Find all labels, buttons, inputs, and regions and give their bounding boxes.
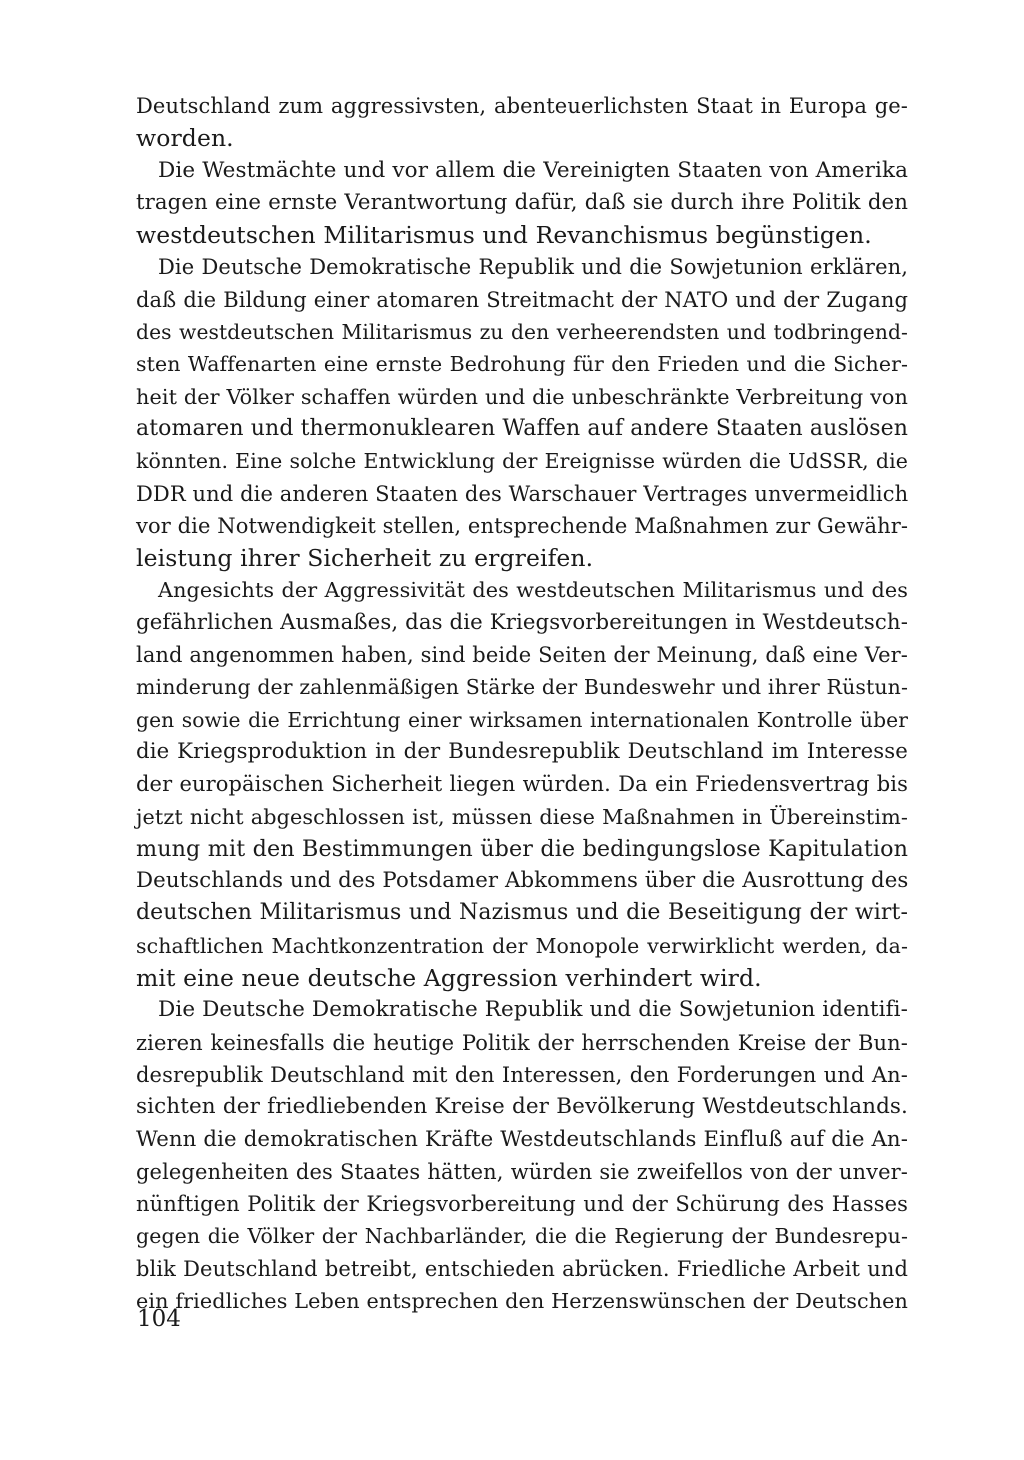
text-line: sichten der friedliebenden Kreise der Bevölkerung Westdeutschlands.	[136, 1094, 908, 1120]
text-line: könnten. Eine solche Entwicklung der Ereignisse würden die UdSSR, die	[136, 449, 908, 474]
text-line: desrepublik Deutschland mit den Interessen, den Forderungen und An-	[136, 1062, 908, 1087]
text-line: sten Waffenarten eine ernste Bedrohung für den Frieden und die Sicher-	[136, 352, 908, 377]
page-number: 104	[137, 1306, 181, 1332]
text-line: worden.	[136, 124, 234, 153]
text-line: daß die Bildung einer atomaren Streitmacht der NATO und der Zugang	[136, 287, 908, 312]
text-line: deutschen Militarismus und Nazismus und die Beseitigung der wirt-	[136, 900, 908, 926]
text-line: mung mit den Bestimmungen über die bedingungslose Kapitulation	[136, 835, 908, 862]
text-line: jetzt nicht abgeschlossen ist, müssen diese Maßnahmen in Übereinstim-	[136, 804, 908, 829]
text-line: des westdeutschen Militarismus zu den verheerendsten und todbringend-	[136, 320, 908, 345]
text-line: nünftigen Politik der Kriegsvorbereitung und der Schürung des Hasses	[136, 1192, 908, 1217]
text-line: minderung der zahlenmäßigen Stärke der Bundeswehr und ihrer Rüstun-	[136, 675, 908, 700]
text-line: gegen die Völker der Nachbarländer, die die Regierung der Bundesrepu-	[136, 1224, 908, 1249]
text-line: gen sowie die Errichtung einer wirksamen internationalen Kontrolle über	[136, 707, 908, 732]
text-line: Die Deutsche Demokratische Republik und die Sowjetunion erklären,	[158, 255, 908, 280]
text-line: atomaren und thermonuklearen Waffen auf andere Staaten auslösen	[136, 415, 908, 441]
text-line: Die Deutsche Demokratische Republik und die Sowjetunion identifi-	[158, 997, 909, 1023]
text-line: die Kriegsproduktion in der Bundesrepublik Deutschland im Interesse	[136, 738, 908, 764]
text-line: vor die Notwendigkeit stellen, entsprechende Maßnahmen zur Gewähr-	[136, 513, 909, 538]
text-line: ein friedliches Leben entsprechen den Herzenswünschen der Deutschen	[136, 1288, 908, 1313]
text-line: gelegenheiten des Staates hätten, würden sie zweifellos von der unver-	[136, 1159, 908, 1184]
text-line: Die Westmächte und vor allem die Vereinigten Staaten von Amerika	[158, 157, 908, 183]
text-line: zieren keinesfalls die heutige Politik der herrschenden Kreise der Bun-	[136, 1030, 908, 1055]
text-line: Deutschlands und des Potsdamer Abkommens über die Ausrottung des	[136, 868, 909, 894]
text-line: schaftlichen Machtkonzentration der Monopole verwirklicht werden, da-	[136, 933, 908, 958]
text-line: Angesichts der Aggressivität des westdeutschen Militarismus und des	[158, 578, 908, 603]
text-line: tragen eine ernste Verantwortung dafür, daß sie durch ihre Politik den	[136, 189, 908, 215]
text-line: mit eine neue deutsche Aggression verhindert wird.	[136, 964, 762, 993]
text-line: heit der Völker schaffen würden und die unbeschränkte Verbreitung von	[136, 384, 908, 409]
text-line: blik Deutschland betreibt, entschieden abrücken. Friedliche Arbeit und	[136, 1256, 908, 1281]
text-line: leistung ihrer Sicherheit zu ergreifen.	[136, 544, 594, 573]
text-line: gefährlichen Ausmaßes, das die Kriegsvorbereitungen in Westdeutsch-	[136, 609, 908, 635]
text-line: westdeutschen Militarismus und Revanchismus begünstigen.	[136, 221, 872, 250]
text-line: der europäischen Sicherheit liegen würden. Da ein Friedensvertrag bis	[136, 772, 908, 797]
text-line: DDR und die anderen Staaten des Warschauer Vertrages unvermeidlich	[136, 481, 909, 506]
body-text	[136, 90, 908, 1317]
text-line: Wenn die demokratischen Kräfte Westdeutschlands Einfluß auf die An-	[136, 1126, 908, 1152]
text-line: land angenommen haben, sind beide Seiten der Meinung, daß eine Ver-	[136, 643, 908, 668]
text-line: Deutschland zum aggressivsten, abenteuerlichsten Staat in Europa ge-	[136, 94, 908, 118]
